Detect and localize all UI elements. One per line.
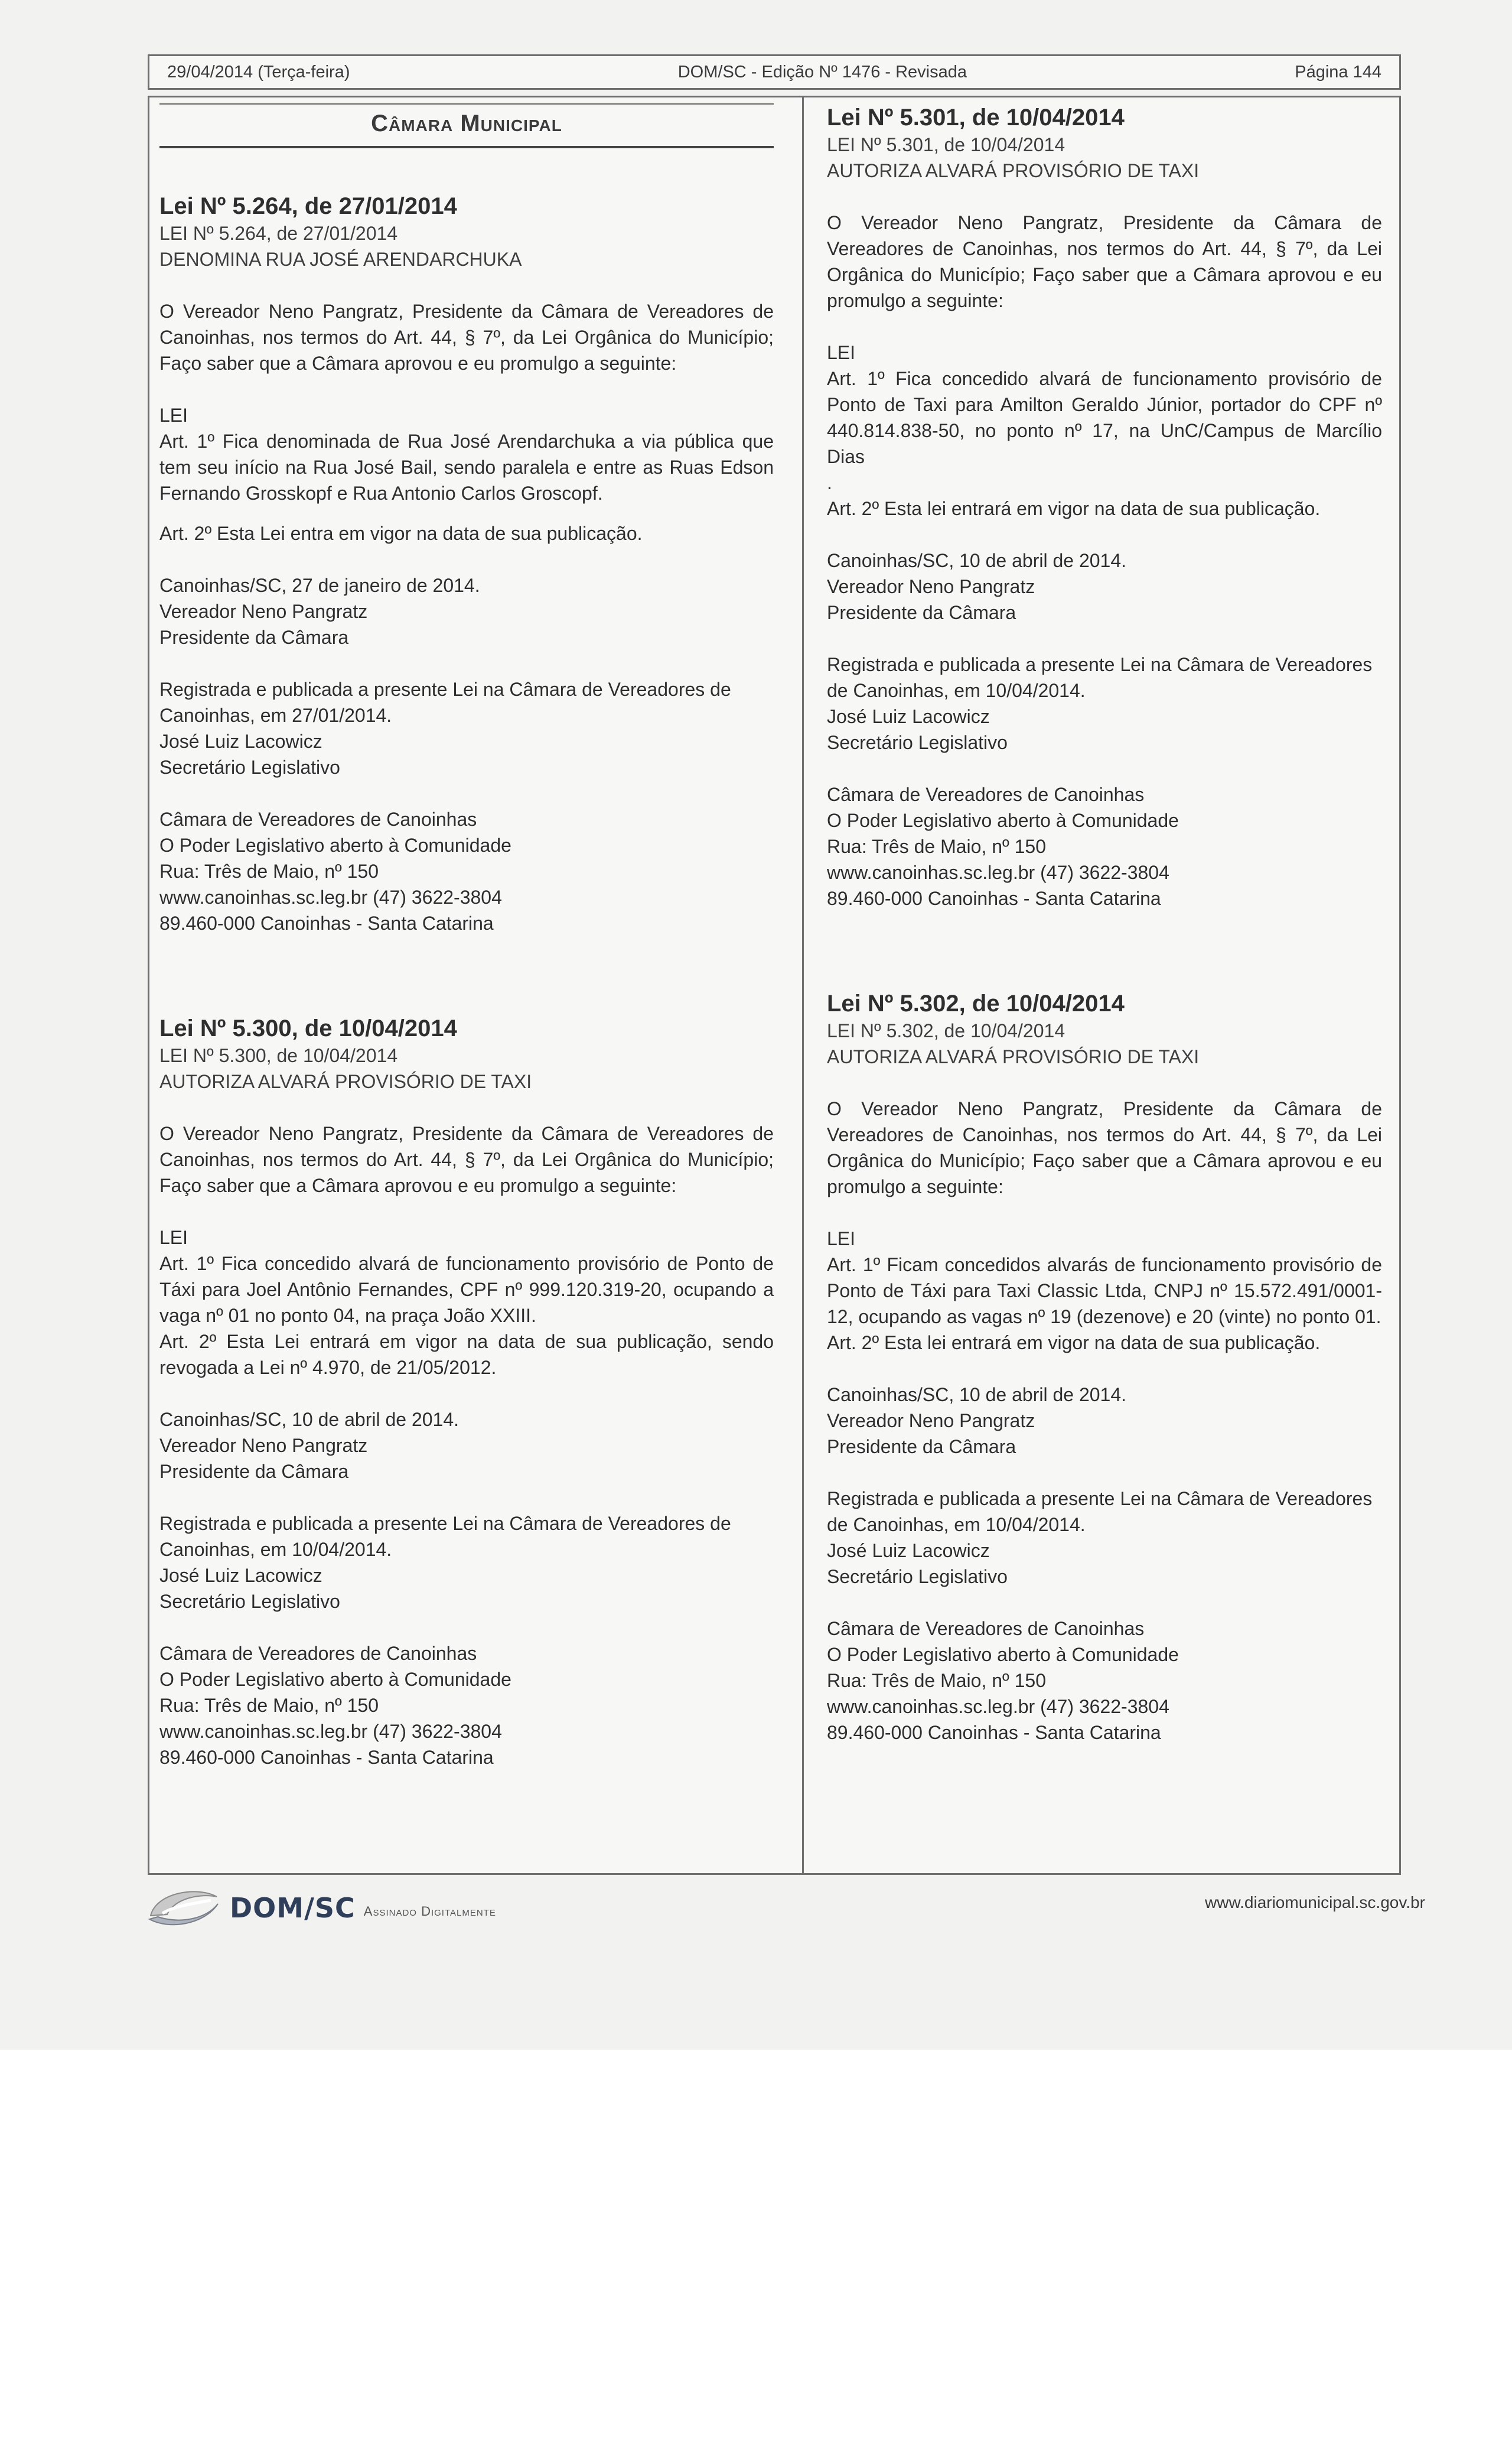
- law-art1: Art. 1º Fica denominada de Rua José Arendarchuka a via pública que tem seu início na Rua José Bail, sendo paralela e entre as Ruas Edson Fernando Grosskopf e Rua Antonio Carlos Groscopf.: [159, 431, 774, 504]
- law-secretary: José Luiz Lacowicz: [827, 706, 990, 727]
- law-secretary-role: Secretário Legislativo: [827, 1566, 1008, 1587]
- law-title: Lei Nº 5.300, de 10/04/2014: [159, 1015, 457, 1041]
- footer-brand-name: DOM/SC: [230, 1892, 356, 1924]
- header-page-number: Página 144: [1295, 62, 1381, 82]
- law-place-date: Canoinhas/SC, 27 de janeiro de 2014.: [159, 575, 480, 596]
- contact-line: www.canoinhas.sc.leg.br (47) 3622-3804: [159, 1721, 502, 1742]
- law-art1: Art. 1º Fica concedido alvará de funcionamento provisório de Ponto de Táxi para Joel Antônio Fernandes, CPF nº 999.120.319-20, ocupando a vaga nº 01 no ponto 04, na praça João XXIII.: [159, 1253, 774, 1326]
- law-secretary-role: Secretário Legislativo: [159, 757, 340, 778]
- law-art1: Art. 1º Fica concedido alvará de funcionamento provisório de Ponto de Taxi para Amilton Geraldo Júnior, portador do CPF nº 440.814.838-50, no ponto nº 17, na UnC/Campus de Marcílio Dias: [827, 368, 1382, 467]
- law-signer-role: Presidente da Câmara: [827, 602, 1016, 623]
- law-secretary-role: Secretário Legislativo: [159, 1591, 340, 1612]
- contact-line: Rua: Três de Maio, nº 150: [827, 836, 1046, 857]
- contact-line: www.canoinhas.sc.leg.br (47) 3622-3804: [159, 887, 502, 908]
- footer-brand-sub: Assinado Digitalmente: [363, 1904, 496, 1919]
- contact-line: Rua: Três de Maio, nº 150: [827, 1670, 1046, 1691]
- contact-line: www.canoinhas.sc.leg.br (47) 3622-3804: [827, 1696, 1169, 1717]
- contact-line: www.canoinhas.sc.leg.br (47) 3622-3804: [827, 862, 1169, 883]
- contact-line: Câmara de Vereadores de Canoinhas: [827, 784, 1145, 805]
- footer-brand: [145, 1875, 558, 1940]
- law-preamble: O Vereador Neno Pangratz, Presidente da Câmara de Vereadores de Canoinhas, nos termos do Art. 44, § 7º, da Lei Orgânica do Município; Faço saber que a Câmara aprovou e eu promulgo a seguinte:: [827, 212, 1382, 311]
- law-signer: Vereador Neno Pangratz: [827, 576, 1035, 597]
- law-art1-dot: .: [827, 472, 832, 493]
- law-art2: Art. 2º Esta Lei entra em vigor na data de sua publicação.: [159, 523, 643, 544]
- law-5300: [159, 1014, 774, 1770]
- law-5302: [827, 989, 1382, 1746]
- law-secretary: José Luiz Lacowicz: [827, 1540, 990, 1561]
- law-registration: Registrada e publicada a presente Lei na Câmara de Vereadores de Canoinhas, em 27/01/2014.: [159, 679, 731, 726]
- law-art2: Art. 2º Esta Lei entrará em vigor na data de sua publicação, sendo revogada a Lei nº 4.970, de 21/05/2012.: [159, 1331, 774, 1378]
- law-5264: [159, 192, 774, 936]
- contact-line: 89.460-000 Canoinhas - Santa Catarina: [159, 913, 494, 934]
- law-signer-role: Presidente da Câmara: [827, 1436, 1016, 1457]
- right-column: [827, 103, 1382, 1746]
- law-place-date: Canoinhas/SC, 10 de abril de 2014.: [159, 1409, 460, 1430]
- law-signer: Vereador Neno Pangratz: [159, 1435, 368, 1456]
- law-subject: AUTORIZA ALVARÁ PROVISÓRIO DE TAXI: [827, 1046, 1200, 1067]
- law-ref: LEI Nº 5.300, de 10/04/2014: [159, 1045, 398, 1066]
- contact-line: Câmara de Vereadores de Canoinhas: [159, 809, 477, 830]
- contact-line: Câmara de Vereadores de Canoinhas: [159, 1643, 477, 1664]
- law-label: LEI: [159, 1227, 188, 1248]
- law-label: LEI: [827, 342, 856, 363]
- contact-line: O Poder Legislativo aberto à Comunidade: [827, 810, 1179, 831]
- law-subject: DENOMINA RUA JOSÉ ARENDARCHUKA: [159, 249, 522, 270]
- law-art2: Art. 2º Esta lei entrará em vigor na data de sua publicação.: [827, 1332, 1321, 1353]
- contact-line: Rua: Três de Maio, nº 150: [159, 861, 379, 882]
- contact-line: 89.460-000 Canoinhas - Santa Catarina: [159, 1747, 494, 1768]
- law-signer-role: Presidente da Câmara: [159, 627, 349, 648]
- law-5301: [827, 103, 1382, 911]
- contact-line: O Poder Legislativo aberto à Comunidade: [159, 835, 511, 856]
- column-divider: [802, 96, 804, 1875]
- contact-line: O Poder Legislativo aberto à Comunidade: [827, 1644, 1179, 1665]
- contact-line: 89.460-000 Canoinhas - Santa Catarina: [827, 1722, 1161, 1743]
- law-title: Lei Nº 5.302, de 10/04/2014: [827, 991, 1125, 1017]
- law-art1: Art. 1º Ficam concedidos alvarás de funcionamento provisório de Ponto de Táxi para Taxi Classic Ltda, CNPJ nº 15.572.491/0001-12, ocupando as vagas nº 19 (dezenove) e 20 (vinte) no ponto 01.: [827, 1254, 1382, 1327]
- law-secretary: José Luiz Lacowicz: [159, 1565, 322, 1586]
- header-edition: DOM/SC - Edição Nº 1476 - Revisada: [677, 62, 967, 82]
- header-date: 29/04/2014 (Terça-feira): [167, 62, 350, 82]
- law-ref: LEI Nº 5.301, de 10/04/2014: [827, 134, 1065, 155]
- law-preamble: O Vereador Neno Pangratz, Presidente da Câmara de Vereadores de Canoinhas, nos termos do Art. 44, § 7º, da Lei Orgânica do Município; Faço saber que a Câmara aprovou e eu promulgo a seguinte:: [827, 1098, 1382, 1197]
- contact-line: Rua: Três de Maio, nº 150: [159, 1695, 379, 1716]
- footer-url[interactable]: www.diariomunicipal.sc.gov.br: [1205, 1893, 1425, 1912]
- law-subject: AUTORIZA ALVARÁ PROVISÓRIO DE TAXI: [159, 1071, 532, 1092]
- contact-line: 89.460-000 Canoinhas - Santa Catarina: [827, 888, 1161, 909]
- law-registration: Registrada e publicada a presente Lei na Câmara de Vereadores de Canoinhas, em 10/04/2014.: [159, 1513, 731, 1560]
- law-signer: Vereador Neno Pangratz: [159, 601, 368, 622]
- dom-logo-icon: [145, 1880, 221, 1936]
- law-preamble: O Vereador Neno Pangratz, Presidente da Câmara de Vereadores de Canoinhas, nos termos do Art. 44, § 7º, da Lei Orgânica do Município; Faço saber que a Câmara aprovou e eu promulgo a seguinte:: [159, 1123, 774, 1196]
- law-signer: Vereador Neno Pangratz: [827, 1410, 1035, 1431]
- law-place-date: Canoinhas/SC, 10 de abril de 2014.: [827, 1384, 1127, 1405]
- section-title: Câmara Municipal: [159, 103, 774, 148]
- law-label: LEI: [159, 405, 188, 426]
- law-title: Lei Nº 5.301, de 10/04/2014: [827, 105, 1125, 131]
- law-place-date: Canoinhas/SC, 10 de abril de 2014.: [827, 550, 1127, 571]
- law-registration: Registrada e publicada a presente Lei na Câmara de Vereadores de Canoinhas, em 10/04/2014.: [827, 1488, 1373, 1535]
- page-header: [148, 54, 1401, 90]
- contact-line: O Poder Legislativo aberto à Comunidade: [159, 1669, 511, 1690]
- law-art2: Art. 2º Esta lei entrará em vigor na data de sua publicação.: [827, 498, 1321, 519]
- left-column: [159, 103, 774, 1770]
- law-registration: Registrada e publicada a presente Lei na Câmara de Vereadores de Canoinhas, em 10/04/2014.: [827, 654, 1373, 701]
- law-secretary-role: Secretário Legislativo: [827, 732, 1008, 753]
- law-signer-role: Presidente da Câmara: [159, 1461, 349, 1482]
- contact-line: Câmara de Vereadores de Canoinhas: [827, 1618, 1145, 1639]
- law-ref: LEI Nº 5.264, de 27/01/2014: [159, 223, 398, 244]
- law-label: LEI: [827, 1228, 856, 1249]
- law-title: Lei Nº 5.264, de 27/01/2014: [159, 193, 457, 219]
- law-secretary: José Luiz Lacowicz: [159, 731, 322, 752]
- law-preamble: O Vereador Neno Pangratz, Presidente da Câmara de Vereadores de Canoinhas, nos termos do Art. 44, § 7º, da Lei Orgânica do Município; Faço saber que a Câmara aprovou e eu promulgo a seguinte:: [159, 301, 774, 374]
- law-ref: LEI Nº 5.302, de 10/04/2014: [827, 1020, 1065, 1041]
- law-subject: AUTORIZA ALVARÁ PROVISÓRIO DE TAXI: [827, 160, 1200, 181]
